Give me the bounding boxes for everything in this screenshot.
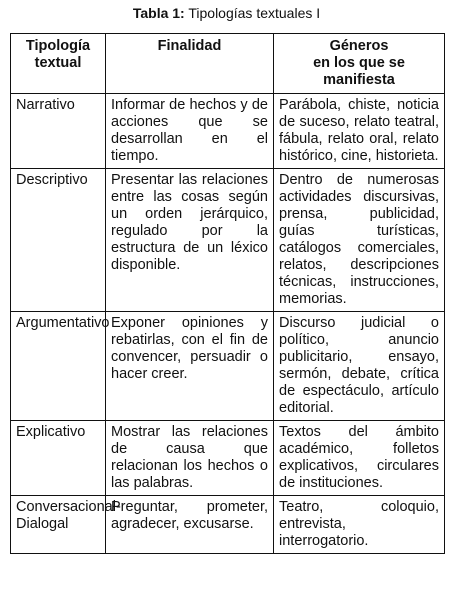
- cell-finalidad: Presentar las relaciones entre las cosas según un orden jerárquico, regulado por la estructura de un léxico disponible.: [106, 169, 274, 312]
- cell-finalidad: Preguntar, prometer, agradecer, excusarse.: [106, 496, 274, 554]
- header-finalidad: Finalidad: [106, 34, 274, 94]
- cell-generos: Teatro, coloquio, entrevista, interrogatorio.: [274, 496, 445, 554]
- table-row: [11, 421, 445, 496]
- cell-finalidad: Informar de hechos y de acciones que se desarrollan en el tiempo.: [106, 94, 274, 169]
- cell-tipologia: Conversacional-Dialogal: [11, 496, 106, 554]
- cell-generos: Textos del ámbito académico, folletos explicativos, circulares de instituciones.: [274, 421, 445, 496]
- table-row: [11, 496, 445, 554]
- table-row: [11, 94, 445, 169]
- table-row: [11, 312, 445, 421]
- table-body: [11, 94, 445, 554]
- cell-tipologia: Explicativo: [11, 421, 106, 496]
- cell-finalidad: Mostrar las relaciones de causa que relacionan los hechos o las palabras.: [106, 421, 274, 496]
- cell-tipologia: Argumentativo: [11, 312, 106, 421]
- cell-tipologia: Descriptivo: [11, 169, 106, 312]
- header-row: [11, 34, 445, 94]
- cell-finalidad: Exponer opiniones y rebatirlas, con el fin de convencer, persuadir o hacer creer.: [106, 312, 274, 421]
- table-row: [11, 169, 445, 312]
- cell-generos: Dentro de numerosas actividades discursivas, prensa, publicidad, guías turísticas, catálogos comerciales, relatos, descripciones técnicas, instrucciones, memorias.: [274, 169, 445, 312]
- cell-generos: Discurso judicial o político, anuncio publicitario, ensayo, sermón, debate, crítica de espectáculo, artículo editorial.: [274, 312, 445, 421]
- table-caption: [0, 4, 453, 22]
- cell-generos: Parábola, chiste, noticia de suceso, relato teatral, fábula, relato oral, relato histórico, cine, historieta.: [274, 94, 445, 169]
- caption-title: Tipologías textuales I: [184, 5, 321, 21]
- table-header: [11, 34, 445, 94]
- caption-label: Tabla 1:: [132, 5, 185, 21]
- header-tipologia: Tipología textual: [11, 34, 106, 94]
- header-generos: Géneros en los que se manifiesta: [274, 34, 445, 94]
- typologies-table: [10, 33, 445, 554]
- cell-tipologia: Narrativo: [11, 94, 106, 169]
